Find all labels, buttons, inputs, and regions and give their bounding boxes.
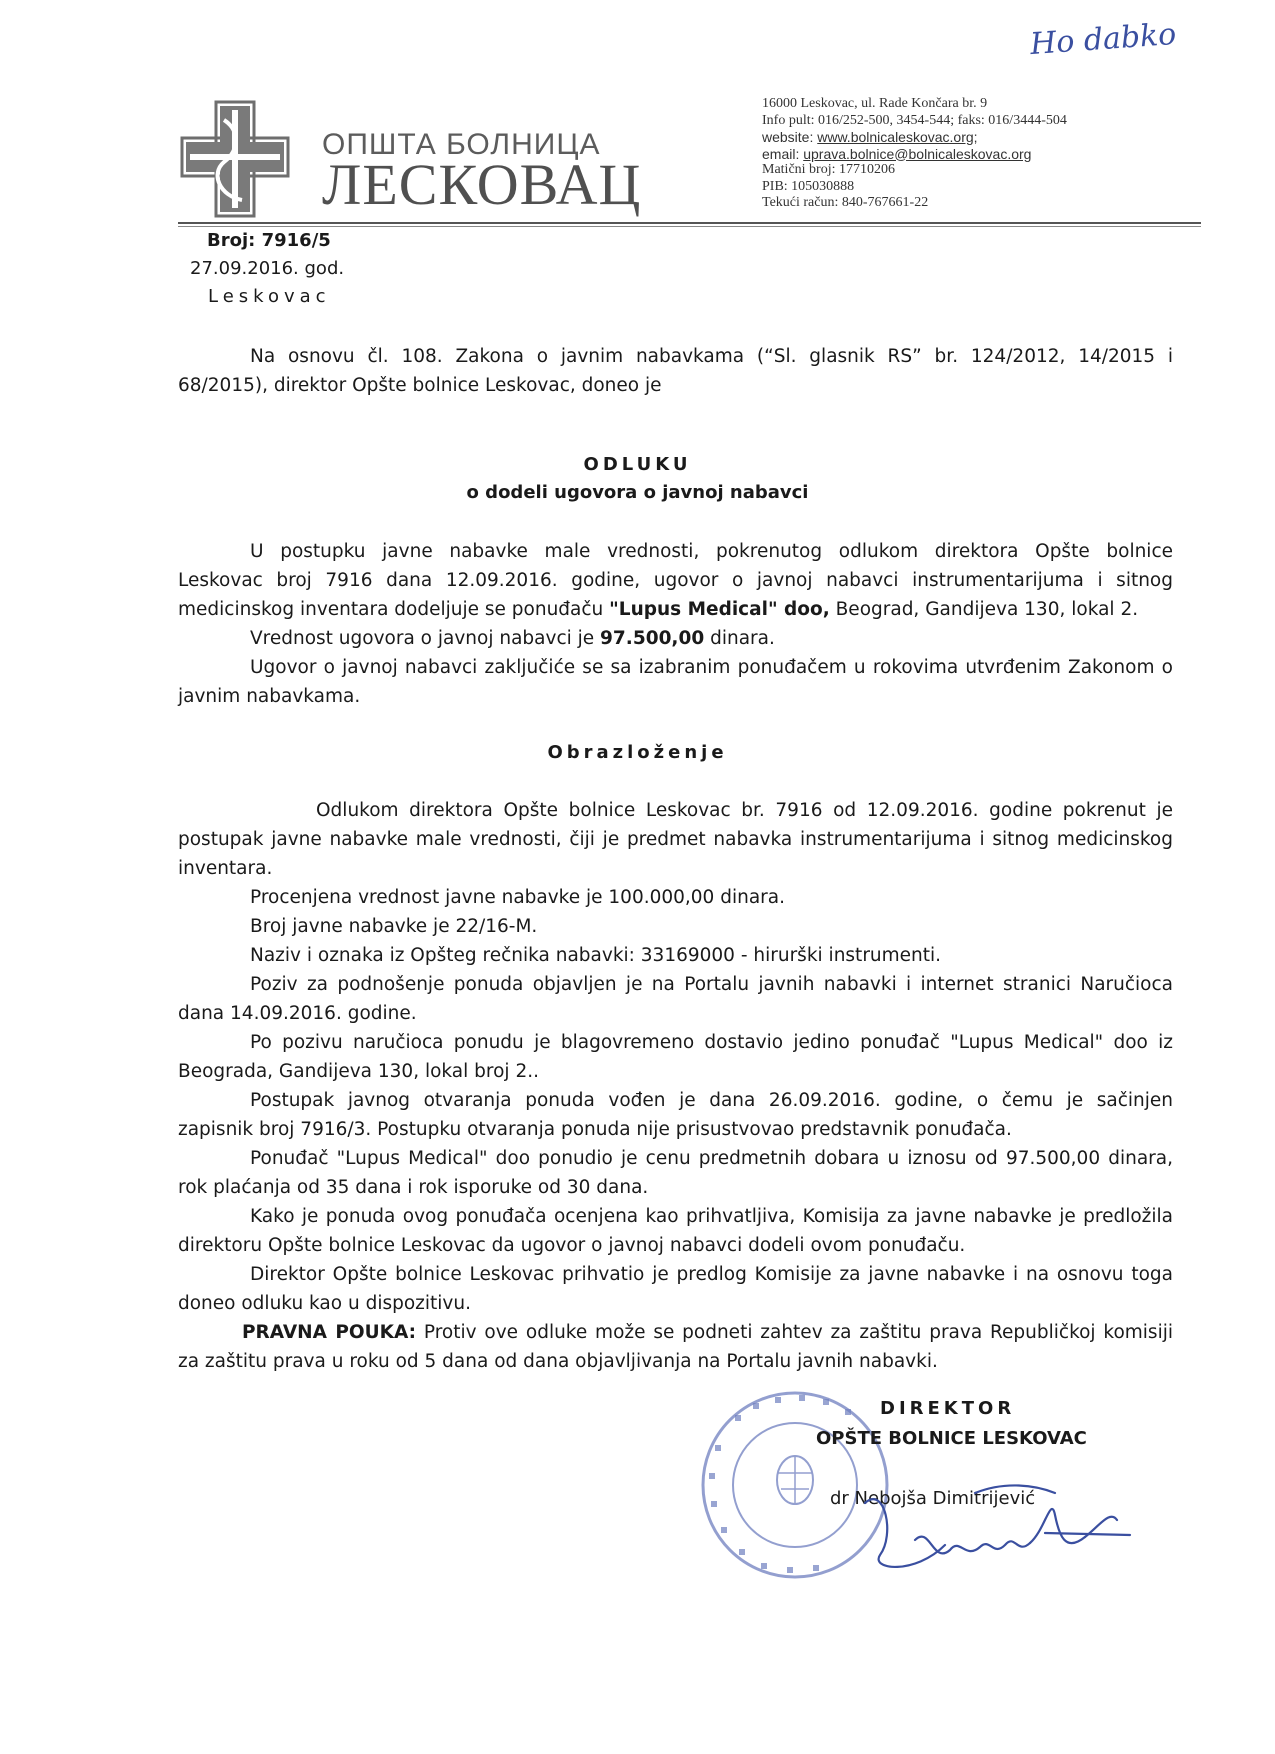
reasoning-p2: Procenjena vrednost javne nabavke je 100.000,00 dinara. (250, 887, 785, 908)
intro-line1: Na osnovu čl. 108. Zakona o javnim nabavkama (“Sl. glasnik RS” br. 124/2012, 14/2015 i (250, 346, 1173, 367)
reasoning-title: Obrazloženje (547, 742, 728, 763)
reasoning-p8-line1: Ponuđač "Lupus Medical" doo ponudio je cenu predmetnih dobara u iznosu od 97.500,00 dinara, (250, 1148, 1173, 1169)
decision-p2 (250, 624, 775, 653)
reasoning-p4: Naziv i oznaka iz Opšteg rečnika nabavki: 33169000 - hirurški instrumenti. (250, 945, 942, 966)
reasoning-p11-line2: za zaštitu prava u roku od 5 dana od dana objavljivanja na Portalu javnih nabavki. (178, 1351, 938, 1372)
reasoning-p8-line2: rok plaćanja od 35 dana i rok isporuke od 30 dana. (178, 1177, 649, 1198)
intro-line2: 68/2015), direktor Opšte bolnice Leskovac, doneo je (178, 375, 662, 396)
contact-website-label: website: (762, 129, 818, 145)
reasoning-p1-line2: postupak javne nabavke male vrednosti, čiji je predmet nabavka instrumentarijuma i sitnog medicinskog (178, 829, 1173, 850)
decision-p3-line2: javnim nabavkama. (178, 686, 361, 707)
contact-email-label: email: (762, 145, 804, 162)
contact-block (762, 96, 1067, 212)
decision-p2-a: Vrednost ugovora o javnoj nabavci je (250, 628, 601, 649)
legal-remedy-label: PRAVNA POUKA: (242, 1322, 417, 1343)
contact-maticni: Matični broj: 17710206 (762, 162, 895, 177)
signature-org: OPŠTE BOLNICE LESKOVAC (816, 1428, 1087, 1449)
decision-p1-line1: U postupku javne nabavke male vrednosti, pokrenutog odlukom direktora Opšte bolnice (250, 541, 1173, 562)
decision-p1-line3-a: medicinskog inventara dodeljuje se ponuđaču (178, 599, 610, 620)
reasoning-p1-line1: Odlukom direktora Opšte bolnice Leskovac br. 7916 od 12.09.2016. godine pokrenut je (316, 800, 1173, 821)
reasoning-p9-line1: Kako je ponuda ovog ponuđača ocenjena kao prihvatljiva, Komisija za javne nabavke je predložila (250, 1206, 1173, 1227)
document-place: Leskovac (208, 286, 331, 307)
reasoning-p11-line1 (242, 1318, 1173, 1347)
signature-name: dr Nebojša Dimitrijević (830, 1488, 1036, 1509)
reasoning-p7-line1: Postupak javnog otvaranja ponuda vođen je dana 26.09.2016. godine, o čemu je sačinjen (250, 1090, 1173, 1111)
handwritten-signature-icon (855, 1475, 1135, 1595)
reasoning-p1-line3: inventara. (178, 858, 273, 879)
header-rule (178, 222, 1201, 224)
hospital-cross-logo-icon (180, 100, 290, 218)
contact-website-row (762, 129, 1067, 146)
document-number: Broj: 7916/5 (207, 230, 331, 251)
reasoning-p10-line1: Direktor Opšte bolnice Leskovac prihvatio je predlog Komisije za javne nabavke i na osnovu toga (250, 1264, 1173, 1285)
reasoning-p5-line2: dana 14.09.2016. godine. (178, 1003, 417, 1024)
decision-p2-c: dinara. (704, 628, 775, 649)
decision-p1-line2: Leskovac broj 7916 dana 12.09.2016. godine, ugovor o javnoj nabavci instrumentarijuma i sitnog (178, 570, 1173, 591)
decision-p1-line3 (178, 595, 1138, 624)
logo-text-line2: ЛЕСКОВАЦ (322, 152, 642, 217)
decision-p1-line3-c: Beograd, Gandijeva 130, lokal 2. (829, 599, 1139, 620)
contact-pib: PIB: 105030888 (762, 178, 855, 194)
contact-address: 16000 Leskovac, ul. Rade Končara br. 9 (762, 96, 988, 111)
handwritten-note: Ho dabko (1028, 16, 1178, 63)
reasoning-p6-line1: Po pozivu naručioca ponudu je blagovremeno dostavio jedino ponuđač "Lupus Medical" doo iz (250, 1032, 1173, 1053)
contact-email-link[interactable]: uprava.bolnice@bolnicaleskovac.org (803, 145, 1032, 162)
reasoning-p9-line2: direktoru Opšte bolnice Leskovac da ugovor o javnoj nabavci dodeli ovom ponuđaču. (178, 1235, 966, 1256)
contract-value: 97.500,00 (600, 628, 705, 649)
logo-text-line1: ОПШТА БОЛНИЦА (322, 128, 601, 161)
signature-title: DIREKTOR (880, 1398, 1016, 1419)
document-date: 27.09.2016. god. (190, 258, 345, 279)
reasoning-p7-line2: zapisnik broj 7916/3. Postupku otvaranja ponuda nije prisustvovao predstavnik ponuđača. (178, 1119, 1012, 1140)
reasoning-p3: Broj javne nabavke je 22/16-M. (250, 916, 538, 937)
reasoning-p6-line2: Beograda, Gandijeva 130, lokal broj 2.. (178, 1061, 539, 1082)
contact-website-link[interactable]: www.bolnicaleskovac.org (817, 129, 974, 145)
decision-subtitle: o dodeli ugovora o javnoj nabavci (466, 482, 809, 503)
contact-phones: Info pult: 016/252-500, 3454-544; faks: 016/3444-504 (762, 112, 1067, 128)
contact-website-suffix: ; (973, 129, 978, 145)
reasoning-p11-b: Protiv ove odluke može se podneti zahtev za zaštitu prava Republičkoj komisiji (416, 1322, 1173, 1343)
header-rule-thin (178, 226, 1201, 227)
contact-racun: Tekući račun: 840-767661-22 (762, 195, 929, 210)
winning-bidder: "Lupus Medical" doo, (609, 599, 830, 620)
contact-email-row (762, 146, 1067, 163)
decision-title: ODLUKU (583, 454, 692, 475)
reasoning-p5-line1: Poziv za podnošenje ponuda objavljen je na Portalu javnih nabavki i internet stranici Naručioca (250, 974, 1173, 995)
decision-p3-line1: Ugovor o javnoj nabavci zaključiće se sa izabranim ponuđačem u rokovima utvrđenim Zakonom o (250, 657, 1173, 678)
reasoning-p10-line2: doneo odluku kao u dispozitivu. (178, 1293, 471, 1314)
